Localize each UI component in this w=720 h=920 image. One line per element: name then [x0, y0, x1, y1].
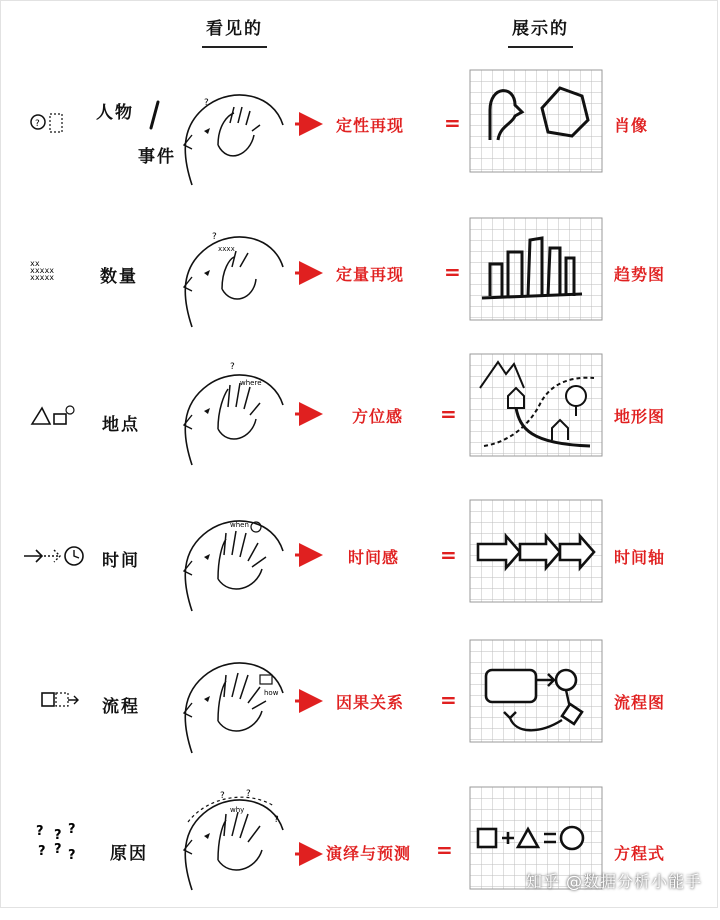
category-label: 人物 [96, 98, 134, 123]
question-marks-icon [32, 821, 82, 865]
method-label: 定性再现 [336, 113, 404, 136]
svg-text:?: ? [204, 98, 209, 108]
equals-sign: = [444, 111, 461, 135]
svg-text:?: ? [230, 362, 235, 372]
svg-text:?: ? [54, 828, 62, 843]
thinking-head-icon [178, 80, 288, 200]
svg-text:when: when [230, 521, 249, 529]
svg-text:why: why [230, 806, 244, 814]
red-arrow-icon [293, 266, 325, 280]
svg-text:xxxxx: xxxxx [30, 273, 54, 282]
triangle-square-icon [30, 402, 74, 428]
slash-mark [148, 100, 160, 132]
grid-portrait [470, 70, 602, 172]
svg-text:xx: xx [30, 259, 40, 268]
row-reason [0, 775, 720, 920]
crosses-count-icon [30, 258, 70, 280]
method-label: 定量再现 [336, 262, 404, 285]
row-quantity [0, 218, 720, 363]
red-arrow-icon [293, 548, 325, 562]
equals-sign: = [444, 260, 461, 284]
thinking-head-icon [178, 354, 288, 474]
header-seen: 看见的 [206, 14, 263, 39]
thinking-head-icon [178, 218, 288, 338]
thinking-head-icon [178, 640, 288, 760]
row-process [0, 640, 720, 785]
grid-timeline [470, 500, 602, 602]
grid-trend-chart [470, 218, 602, 320]
result-label: 时间轴 [614, 545, 665, 568]
watermark-text: 知乎 @数据分析小能手 [526, 869, 702, 892]
result-label: 肖像 [614, 113, 648, 136]
result-label: 流程图 [614, 690, 665, 713]
category-label-2: 事件 [138, 142, 176, 167]
svg-text:?: ? [68, 848, 76, 863]
equals-sign: = [440, 402, 457, 426]
svg-text:?: ? [212, 232, 217, 242]
red-arrow-icon [293, 847, 325, 861]
svg-text:?: ? [35, 119, 40, 129]
category-label: 时间 [102, 546, 140, 571]
equals-sign: = [436, 838, 453, 862]
category-label: 原因 [110, 839, 148, 864]
row-location [0, 354, 720, 499]
category-label: 地点 [102, 410, 140, 435]
row-people-events [0, 80, 720, 225]
method-label: 方位感 [352, 404, 403, 427]
thinking-head-icon [178, 500, 288, 620]
grid-flowchart [470, 640, 602, 742]
category-label: 流程 [102, 692, 140, 717]
equals-sign: = [440, 543, 457, 567]
red-arrow-icon [293, 694, 325, 708]
method-label: 演绎与预测 [326, 841, 411, 864]
result-label: 地形图 [614, 404, 665, 427]
method-label: 因果关系 [336, 690, 404, 713]
question-document-icon [28, 110, 68, 138]
svg-text:?: ? [38, 844, 46, 859]
category-label: 数量 [100, 262, 138, 287]
svg-text:how: how [264, 689, 279, 697]
svg-text:?: ? [220, 791, 225, 801]
svg-text:?: ? [36, 824, 44, 839]
thinking-head-icon [178, 775, 288, 895]
row-time [0, 500, 720, 645]
grid-topographic-map [470, 354, 602, 456]
svg-text:xxxxx: xxxxx [30, 266, 54, 275]
svg-text:?: ? [246, 789, 251, 799]
header-shown: 展示的 [512, 14, 569, 39]
equals-sign: = [440, 688, 457, 712]
flow-box-icon [40, 690, 80, 710]
method-label: 时间感 [348, 545, 399, 568]
svg-text:?: ? [274, 815, 279, 825]
red-arrow-icon [293, 117, 325, 131]
svg-text:?: ? [54, 842, 62, 857]
arrows-clock-icon [22, 544, 88, 568]
result-label: 方程式 [614, 841, 665, 864]
svg-text:where: where [240, 379, 262, 387]
red-arrow-icon [293, 407, 325, 421]
svg-text:xxxx: xxxx [218, 245, 235, 253]
result-label: 趋势图 [614, 262, 665, 285]
svg-text:?: ? [68, 822, 76, 837]
